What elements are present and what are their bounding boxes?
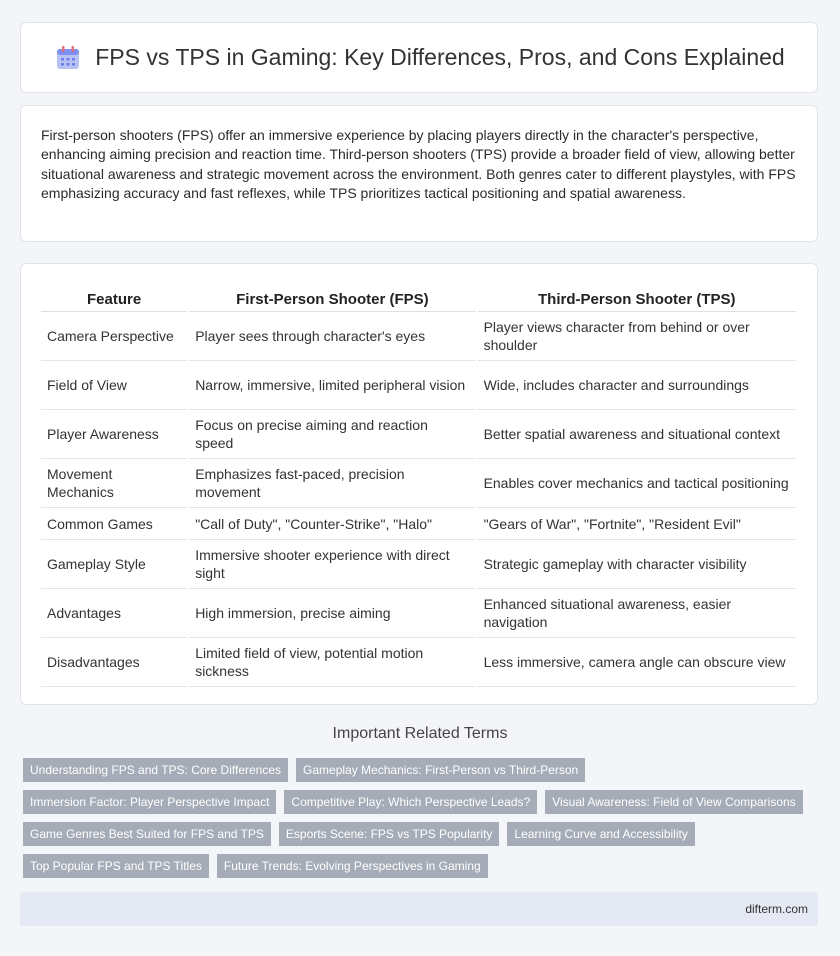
related-tag[interactable]: Understanding FPS and TPS: Core Differences [23,758,288,782]
related-tags-row [23,854,488,878]
intro-card [20,105,818,242]
related-tags-row [23,758,585,782]
column-header-fps: First-Person Shooter (FPS) [189,284,475,312]
tps-cell: "Gears of War", "Fortnite", "Resident Evil" [478,508,796,540]
table-row [41,361,796,410]
feature-cell: Gameplay Style [41,540,187,589]
fps-cell: High immersion, precise aiming [189,589,475,638]
column-header-feature: Feature [41,284,187,312]
related-terms-title: Important Related Terms [332,725,508,742]
table-row [41,589,796,638]
fps-cell: Limited field of view, potential motion sickness [189,638,475,687]
feature-cell: Field of View [41,361,187,410]
related-tags-row [23,790,803,814]
tps-cell: Player views character from behind or over shoulder [478,312,796,361]
page-title: FPS vs TPS in Gaming: Key Differences, Pros, and Cons Explained [95,44,785,70]
related-tag[interactable]: Visual Awareness: Field of View Comparisons [545,790,802,814]
related-tag[interactable]: Future Trends: Evolving Perspectives in Gaming [217,854,488,878]
comparison-table-card [20,263,818,705]
related-tag[interactable]: Immersion Factor: Player Perspective Impact [23,790,276,814]
footer [20,892,818,926]
table-row [41,410,796,459]
tps-cell: Enhanced situational awareness, easier navigation [478,589,796,638]
fps-cell: "Call of Duty", "Counter-Strike", "Halo" [189,508,475,540]
footer-site-link[interactable]: difterm.com [745,902,808,916]
fps-cell: Immersive shooter experience with direct sight [189,540,475,589]
feature-cell: Camera Perspective [41,312,187,361]
fps-cell: Narrow, immersive, limited peripheral vision [189,361,475,410]
feature-cell: Common Games [41,508,187,540]
calendar-icon [53,43,83,73]
tps-cell: Better spatial awareness and situational context [478,410,796,459]
table-row [41,459,796,508]
tps-cell: Strategic gameplay with character visibility [478,540,796,589]
fps-cell: Player sees through character's eyes [189,312,475,361]
table-row [41,312,796,361]
related-tag[interactable]: Esports Scene: FPS vs TPS Popularity [279,822,500,846]
table-header-row [41,284,796,312]
feature-cell: Advantages [41,589,187,638]
fps-cell: Focus on precise aiming and reaction speed [189,410,475,459]
related-tag[interactable]: Learning Curve and Accessibility [507,822,694,846]
intro-text: First-person shooters (FPS) offer an immersive experience by placing players directly in the character's perspective, enhancing aiming precision and reaction time. Third-person shooters (TPS) provide a broader field of view, allowing better situational awareness and strategic movement across the environment. Both genres cater to different playstyles, with FPS emphasizing accuracy and fast reflexes, while TPS prioritizes tactical positioning and spatial awareness. [41,127,796,201]
tps-cell: Less immersive, camera angle can obscure view [478,638,796,687]
tps-cell: Enables cover mechanics and tactical positioning [478,459,796,508]
feature-cell: Player Awareness [41,410,187,459]
comparison-table [39,284,798,687]
related-tag[interactable]: Top Popular FPS and TPS Titles [23,854,209,878]
table-row [41,508,796,540]
tps-cell: Wide, includes character and surroundings [478,361,796,410]
related-tag[interactable]: Game Genres Best Suited for FPS and TPS [23,822,271,846]
related-tags-row [23,822,695,846]
column-header-tps: Third-Person Shooter (TPS) [478,284,796,312]
fps-cell: Emphasizes fast-paced, precision movement [189,459,475,508]
related-tag[interactable]: Competitive Play: Which Perspective Leads? [284,790,537,814]
feature-cell: Movement Mechanics [41,459,187,508]
related-tag[interactable]: Gameplay Mechanics: First-Person vs Third-Person [296,758,585,782]
table-row [41,540,796,589]
table-row [41,638,796,687]
feature-cell: Disadvantages [41,638,187,687]
header-card [20,22,818,93]
